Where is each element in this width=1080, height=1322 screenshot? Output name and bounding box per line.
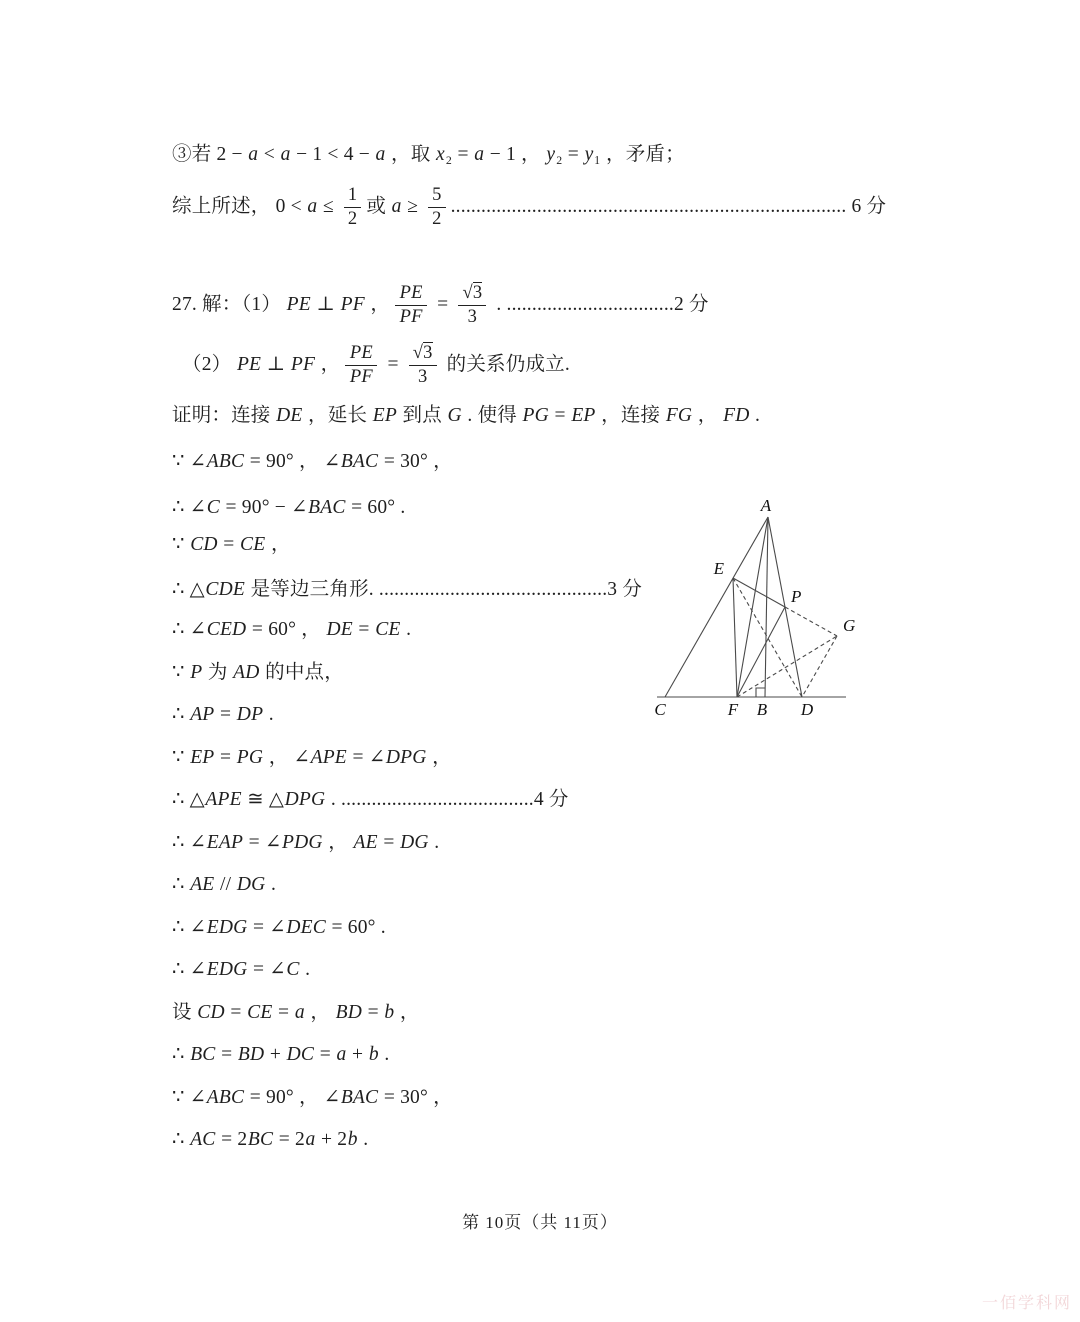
figure-label-C: C	[654, 700, 666, 719]
solution-line: ③若 2 − a < a − 1 < 4 − a ，取 x₂ = a − 1 ， y₂ = y₁ ，矛盾；	[172, 144, 685, 165]
solution-line: ∵ ∠ABC = 90° ， ∠BAC = 30° ，	[172, 451, 453, 472]
figure-label-D: D	[800, 700, 814, 719]
geometry-figure	[632, 480, 872, 730]
solution-line: ∴ ∠C = 90° − ∠BAC = 60° .	[172, 497, 406, 518]
solution-line: ∴ ∠EDG = ∠C .	[172, 959, 311, 980]
problem-27-part2-line: （2） PE ⊥ PF ， $\frac{PE}{PF}$ = $\frac{√3}{3}$ 的关系仍成立.	[182, 343, 570, 388]
watermark: 一佰学科网	[981, 1295, 1072, 1312]
problem-27-part1-line: 27. 解：（1） PE ⊥ PF ， $\frac{PE}{PF}$ = $\frac{√3}{3}$ . .................................2 分	[172, 283, 709, 328]
solution-line: ∵ EP = PG ， ∠APE = ∠DPG ，	[172, 747, 452, 768]
solution-line: ∴ AE // DG .	[172, 874, 277, 895]
solution-line-score-4: ∴ △APE ≅ △DPG . ......................................4 分	[172, 789, 569, 810]
solution-line: ∴ ∠EDG = ∠DEC = 60° .	[172, 917, 386, 938]
solution-line: ∵ ∠ABC = 90° ， ∠BAC = 30° ，	[172, 1087, 453, 1108]
solution-line: ∵ CD = CE ，	[172, 534, 291, 555]
figure-solid-lines	[657, 517, 846, 697]
solution-line: ∴ BC = BD + DC = a + b .	[172, 1044, 390, 1065]
figure-label-P: P	[791, 587, 802, 606]
figure-label-A: A	[760, 496, 772, 515]
proof-intro-line: 证明：连接 DE ，延长 EP 到点 G . 使得 PG = EP ，连接 FG ， FD .	[172, 405, 761, 426]
page-number: 第 10页（共 11页）	[462, 1213, 618, 1232]
solution-line-score-3: ∴ △CDE 是等边三角形. .............................................3 分	[172, 579, 643, 600]
solution-line: ∵ P 为 AD 的中点，	[172, 662, 344, 683]
figure-label-G: G	[843, 616, 856, 635]
figure-dashed-lines	[733, 578, 837, 697]
solution-line-score-6: 综上所述， 0 < a ≤ $\frac{1}{2}$ 或 a ≥ $\frac{5}{2}$ .............................................................................. 6 分	[172, 185, 887, 230]
figure-label-F: F	[727, 700, 739, 719]
solution-line: ∴ AP = DP .	[172, 704, 274, 725]
right-angle-mark	[756, 688, 765, 697]
figure-label-E: E	[713, 559, 724, 578]
solution-line: ∴ ∠CED = 60° ， DE = CE .	[172, 619, 412, 640]
solution-line: ∴ AC = 2BC = 2a + 2b .	[172, 1129, 369, 1150]
solution-line: 设 CD = CE = a ， BD = b ，	[172, 1002, 420, 1023]
solution-line: ∴ ∠EAP = ∠PDG ， AE = DG .	[172, 832, 440, 853]
figure-label-B: B	[756, 700, 768, 719]
